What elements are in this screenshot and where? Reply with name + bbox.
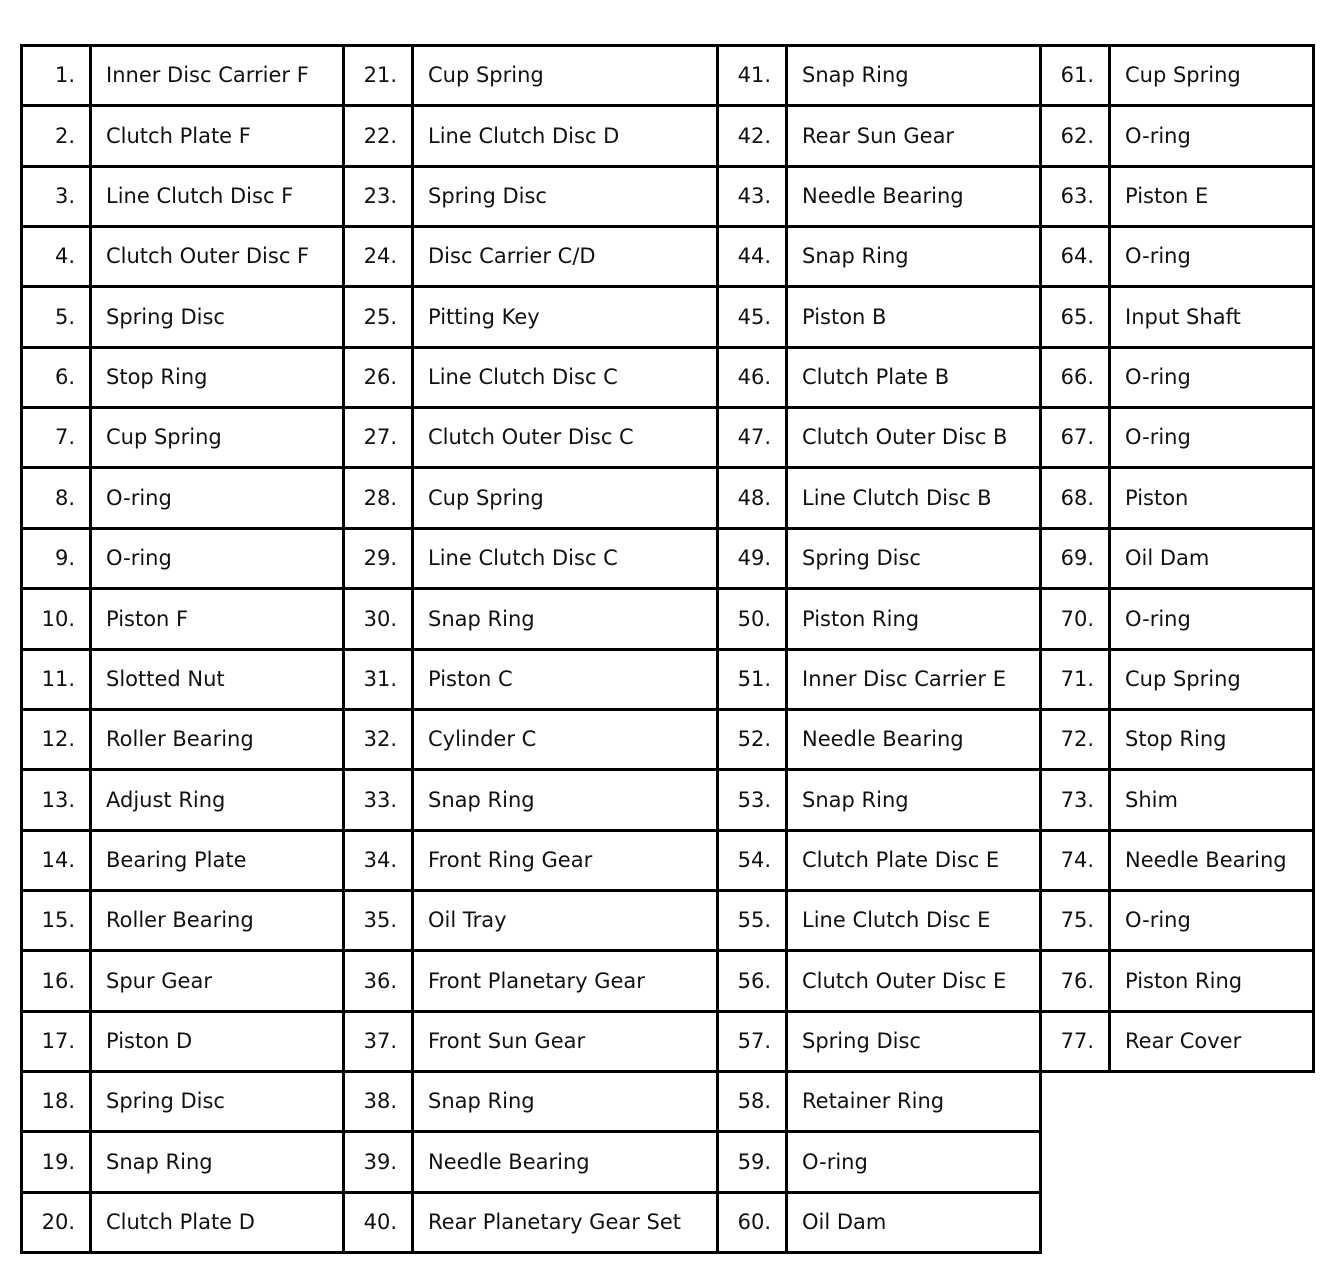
part-name: Front Planetary Gear <box>411 949 719 1013</box>
part-number: 48. <box>716 466 788 530</box>
part-number: 14. <box>20 829 92 892</box>
part-name: Rear Planetary Gear Set <box>411 1191 719 1254</box>
part-name: Inner Disc Carrier E <box>785 648 1042 711</box>
part-number: 35. <box>342 889 414 952</box>
part-number: 17. <box>20 1010 92 1073</box>
part-name: Front Ring Gear <box>411 829 719 892</box>
part-number: 32. <box>342 708 414 771</box>
part-number: 33. <box>342 768 414 832</box>
part-number: 11. <box>20 648 92 711</box>
part-name: Needle Bearing <box>785 708 1042 771</box>
part-number: 44. <box>716 225 788 288</box>
part-name: Stop Ring <box>1108 708 1315 771</box>
part-name: Clutch Plate D <box>89 1191 345 1254</box>
part-number: 70. <box>1039 587 1111 651</box>
part-number: 39. <box>342 1130 414 1194</box>
part-number: 28. <box>342 466 414 530</box>
part-name: Snap Ring <box>411 1070 719 1133</box>
part-name: Piston C <box>411 648 719 711</box>
part-name: O-ring <box>1108 587 1315 651</box>
part-number: 29. <box>342 527 414 590</box>
part-number: 56. <box>716 949 788 1013</box>
part-name: Spring Disc <box>785 1010 1042 1073</box>
part-number: 6. <box>20 346 92 409</box>
part-number: 62. <box>1039 104 1111 168</box>
part-name: Cup Spring <box>1108 44 1315 107</box>
part-name: Clutch Outer Disc F <box>89 225 345 288</box>
part-number: 9. <box>20 527 92 590</box>
part-name: Clutch Outer Disc E <box>785 949 1042 1013</box>
part-name: Roller Bearing <box>89 708 345 771</box>
part-name: Roller Bearing <box>89 889 345 952</box>
part-number: 8. <box>20 466 92 530</box>
part-name: Bearing Plate <box>89 829 345 892</box>
part-name: Line Clutch Disc C <box>411 527 719 590</box>
part-name: Retainer Ring <box>785 1070 1042 1133</box>
part-name: Clutch Outer Disc B <box>785 406 1042 469</box>
part-number: 67. <box>1039 406 1111 469</box>
part-number: 49. <box>716 527 788 590</box>
part-number: 23. <box>342 165 414 228</box>
part-name: Piston B <box>785 285 1042 349</box>
part-number: 61. <box>1039 44 1111 107</box>
part-name: Snap Ring <box>411 587 719 651</box>
part-number: 3. <box>20 165 92 228</box>
part-name: Spring Disc <box>411 165 719 228</box>
part-number: 42. <box>716 104 788 168</box>
part-number: 19. <box>20 1130 92 1194</box>
part-name: Cylinder C <box>411 708 719 771</box>
part-number: 18. <box>20 1070 92 1133</box>
part-number: 50. <box>716 587 788 651</box>
part-name: O-ring <box>1108 225 1315 288</box>
part-name: Line Clutch Disc B <box>785 466 1042 530</box>
part-name: Needle Bearing <box>411 1130 719 1194</box>
part-number: 51. <box>716 648 788 711</box>
part-number: 40. <box>342 1191 414 1254</box>
part-name: Cup Spring <box>411 44 719 107</box>
part-name: Oil Dam <box>785 1191 1042 1254</box>
part-name: Snap Ring <box>785 44 1042 107</box>
part-name: Input Shaft <box>1108 285 1315 349</box>
part-name: Stop Ring <box>89 346 345 409</box>
part-number: 64. <box>1039 225 1111 288</box>
part-number: 20. <box>20 1191 92 1254</box>
part-name: Adjust Ring <box>89 768 345 832</box>
part-name: Oil Dam <box>1108 527 1315 590</box>
part-number: 10. <box>20 587 92 651</box>
part-name: Needle Bearing <box>1108 829 1315 892</box>
part-name: Slotted Nut <box>89 648 345 711</box>
part-number: 12. <box>20 708 92 771</box>
part-number: 68. <box>1039 466 1111 530</box>
part-name: Cup Spring <box>411 466 719 530</box>
part-name: Needle Bearing <box>785 165 1042 228</box>
part-name: Line Clutch Disc D <box>411 104 719 168</box>
part-number: 75. <box>1039 889 1111 952</box>
part-number: 22. <box>342 104 414 168</box>
part-name: Line Clutch Disc C <box>411 346 719 409</box>
part-name: O-ring <box>785 1130 1042 1194</box>
part-number: 13. <box>20 768 92 832</box>
part-number: 4. <box>20 225 92 288</box>
part-number: 45. <box>716 285 788 349</box>
part-name: O-ring <box>1108 406 1315 469</box>
part-name: Oil Tray <box>411 889 719 952</box>
part-name: Clutch Plate Disc E <box>785 829 1042 892</box>
part-name: Snap Ring <box>785 768 1042 832</box>
part-name: Line Clutch Disc F <box>89 165 345 228</box>
part-number: 53. <box>716 768 788 832</box>
part-name: Piston Ring <box>785 587 1042 651</box>
part-name: Inner Disc Carrier F <box>89 44 345 107</box>
part-number: 60. <box>716 1191 788 1254</box>
part-number: 43. <box>716 165 788 228</box>
part-number: 37. <box>342 1010 414 1073</box>
part-number: 24. <box>342 225 414 288</box>
part-name: Line Clutch Disc E <box>785 889 1042 952</box>
part-number: 74. <box>1039 829 1111 892</box>
part-number: 5. <box>20 285 92 349</box>
part-name: O-ring <box>1108 889 1315 952</box>
part-number: 21. <box>342 44 414 107</box>
part-number: 76. <box>1039 949 1111 1013</box>
part-number: 54. <box>716 829 788 892</box>
part-name: Piston Ring <box>1108 949 1315 1013</box>
part-name: Shim <box>1108 768 1315 832</box>
part-number: 55. <box>716 889 788 952</box>
part-name: Clutch Plate B <box>785 346 1042 409</box>
part-name: Clutch Plate F <box>89 104 345 168</box>
part-number: 59. <box>716 1130 788 1194</box>
part-number: 27. <box>342 406 414 469</box>
part-number: 52. <box>716 708 788 771</box>
part-number: 1. <box>20 44 92 107</box>
part-name: Snap Ring <box>411 768 719 832</box>
part-number: 57. <box>716 1010 788 1073</box>
part-name: Rear Cover <box>1108 1010 1315 1073</box>
part-number: 36. <box>342 949 414 1013</box>
part-number: 31. <box>342 648 414 711</box>
part-number: 26. <box>342 346 414 409</box>
part-number: 15. <box>20 889 92 952</box>
part-name: Piston D <box>89 1010 345 1073</box>
part-name: Clutch Outer Disc C <box>411 406 719 469</box>
part-name: Piston <box>1108 466 1315 530</box>
part-number: 38. <box>342 1070 414 1133</box>
part-name: Front Sun Gear <box>411 1010 719 1073</box>
part-name: O-ring <box>1108 346 1315 409</box>
part-name: Piston F <box>89 587 345 651</box>
part-number: 2. <box>20 104 92 168</box>
part-name: Cup Spring <box>89 406 345 469</box>
part-number: 25. <box>342 285 414 349</box>
part-number: 73. <box>1039 768 1111 832</box>
part-number: 72. <box>1039 708 1111 771</box>
part-name: Spur Gear <box>89 949 345 1013</box>
part-number: 7. <box>20 406 92 469</box>
part-name: Spring Disc <box>785 527 1042 590</box>
part-name: Cup Spring <box>1108 648 1315 711</box>
part-number: 65. <box>1039 285 1111 349</box>
part-name: Rear Sun Gear <box>785 104 1042 168</box>
part-number: 16. <box>20 949 92 1013</box>
part-name: Spring Disc <box>89 285 345 349</box>
part-name: O-ring <box>89 466 345 530</box>
part-name: O-ring <box>1108 104 1315 168</box>
part-number: 30. <box>342 587 414 651</box>
part-name: Snap Ring <box>785 225 1042 288</box>
part-name: Pitting Key <box>411 285 719 349</box>
part-number: 71. <box>1039 648 1111 711</box>
part-name: O-ring <box>89 527 345 590</box>
part-number: 58. <box>716 1070 788 1133</box>
part-name: Spring Disc <box>89 1070 345 1133</box>
part-name: Piston E <box>1108 165 1315 228</box>
part-number: 63. <box>1039 165 1111 228</box>
part-number: 69. <box>1039 527 1111 590</box>
part-number: 41. <box>716 44 788 107</box>
part-name: Snap Ring <box>89 1130 345 1194</box>
part-name: Disc Carrier C/D <box>411 225 719 288</box>
part-number: 47. <box>716 406 788 469</box>
part-number: 77. <box>1039 1010 1111 1073</box>
part-number: 34. <box>342 829 414 892</box>
part-number: 46. <box>716 346 788 409</box>
part-number: 66. <box>1039 346 1111 409</box>
